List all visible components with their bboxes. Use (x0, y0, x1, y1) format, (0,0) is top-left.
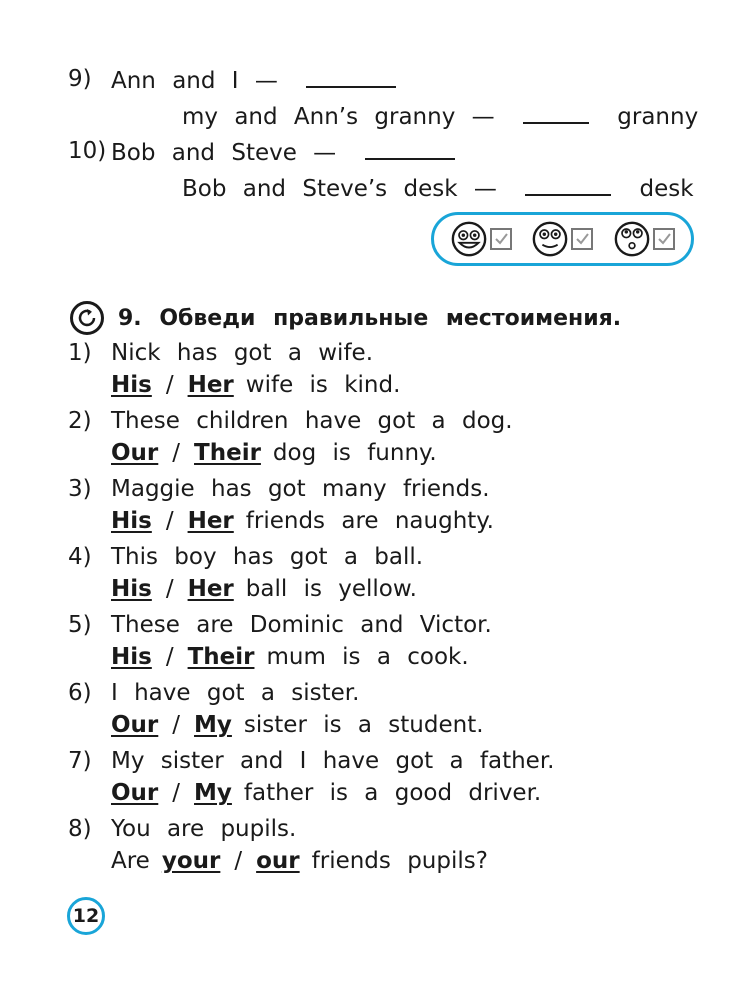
choice-rest: ball is yellow. (245, 576, 417, 602)
pronoun-option[interactable]: Her (187, 372, 234, 398)
answer-blank[interactable] (306, 64, 396, 88)
item-number: 1) (68, 340, 92, 366)
item-sentence: Nick has got a wife. (111, 340, 374, 366)
pronoun-option[interactable]: Our (111, 780, 159, 806)
item-sentence: These are Dominic and Victor. (111, 612, 492, 638)
pronoun-option[interactable]: Our (111, 440, 159, 466)
pronoun-option[interactable]: Our (111, 712, 159, 738)
rating-option-thinking (613, 220, 675, 258)
rating-option-happy (450, 220, 512, 258)
choice-rest: sister is a student. (243, 712, 484, 738)
item-choice-line: Are your / our friends pupils? (111, 848, 488, 874)
choice-rest: father is a good driver. (243, 780, 542, 806)
choice-rest: dog is funny. (272, 440, 437, 466)
item-sentence: These children have got a dog. (111, 408, 513, 434)
item-number: 5) (68, 612, 92, 638)
item-choice-line: Our / My sister is a student. (111, 712, 484, 738)
rating-checkbox[interactable] (571, 228, 593, 250)
item-choice-line: His / Their mum is a cook. (111, 644, 469, 670)
rating-option-smiling (531, 220, 593, 258)
pronoun-option[interactable]: Her (187, 508, 234, 534)
circular-arrow-icon (70, 301, 104, 335)
item-choice-line: His / Her ball is yellow. (111, 576, 417, 602)
pronoun-option[interactable]: His (111, 508, 152, 534)
smiling-face-icon (531, 220, 569, 258)
choice-rest: friends are naughty. (245, 508, 494, 534)
item-sentence: My sister and I have got a father. (111, 748, 555, 774)
choice-rest: friends pupils? (311, 848, 488, 874)
choice-rest: mum is a cook. (266, 644, 469, 670)
rating-checkbox[interactable] (653, 228, 675, 250)
item-sentence: This boy has got a ball. (111, 544, 424, 570)
thinking-face-icon (613, 220, 651, 258)
pronoun-option[interactable]: Her (187, 576, 234, 602)
pronoun-option[interactable]: His (111, 372, 152, 398)
item-number: 8) (68, 816, 92, 842)
pronoun-option[interactable]: My (194, 712, 232, 738)
check-icon (493, 231, 509, 247)
happy-face-icon (450, 220, 488, 258)
item-choice-line: His / Her wife is kind. (111, 372, 401, 398)
exercise-heading (70, 298, 621, 338)
answer-blank[interactable] (365, 136, 455, 160)
check-icon (574, 231, 590, 247)
item-number: 9) (68, 66, 92, 92)
self-assessment-box (431, 212, 694, 266)
item-number: 7) (68, 748, 92, 774)
pronoun-option[interactable]: His (111, 644, 152, 670)
answer-blank[interactable] (525, 172, 611, 196)
item-sentence: You are pupils. (111, 816, 297, 842)
exercise-title: 9. Обведи правильные местоимения. (118, 305, 622, 331)
choice-rest: wife is kind. (245, 372, 401, 398)
item-choice-line: His / Her friends are naughty. (111, 508, 494, 534)
pronoun-option[interactable]: our (256, 848, 300, 874)
pronoun-option[interactable]: Their (194, 440, 261, 466)
item-subtext: Bob and Steve’s desk — desk (182, 172, 694, 204)
pronoun-option[interactable]: My (194, 780, 232, 806)
item-sentence: Maggie has got many friends. (111, 476, 490, 502)
answer-blank[interactable] (523, 100, 589, 124)
item-choice-line: Our / Their dog is funny. (111, 440, 437, 466)
pronoun-option[interactable]: Their (187, 644, 255, 670)
item-number: 2) (68, 408, 92, 434)
item-subtext: my and Ann’s granny — granny (182, 100, 698, 132)
item-sentence: I have got a sister. (111, 680, 360, 706)
item-text: Ann and I — (111, 64, 396, 96)
pronoun-option[interactable]: your (161, 848, 221, 874)
check-icon (656, 231, 672, 247)
item-number: 10) (68, 138, 107, 164)
item-choice-line: Our / My father is a good driver. (111, 780, 542, 806)
item-number: 4) (68, 544, 92, 570)
pronoun-option[interactable]: His (111, 576, 152, 602)
item-number: 3) (68, 476, 92, 502)
item-text: Bob and Steve — (111, 136, 455, 168)
choice-prefix: Are (111, 848, 150, 874)
item-number: 6) (68, 680, 92, 706)
page-number: 12 (67, 897, 105, 935)
rating-checkbox[interactable] (490, 228, 512, 250)
